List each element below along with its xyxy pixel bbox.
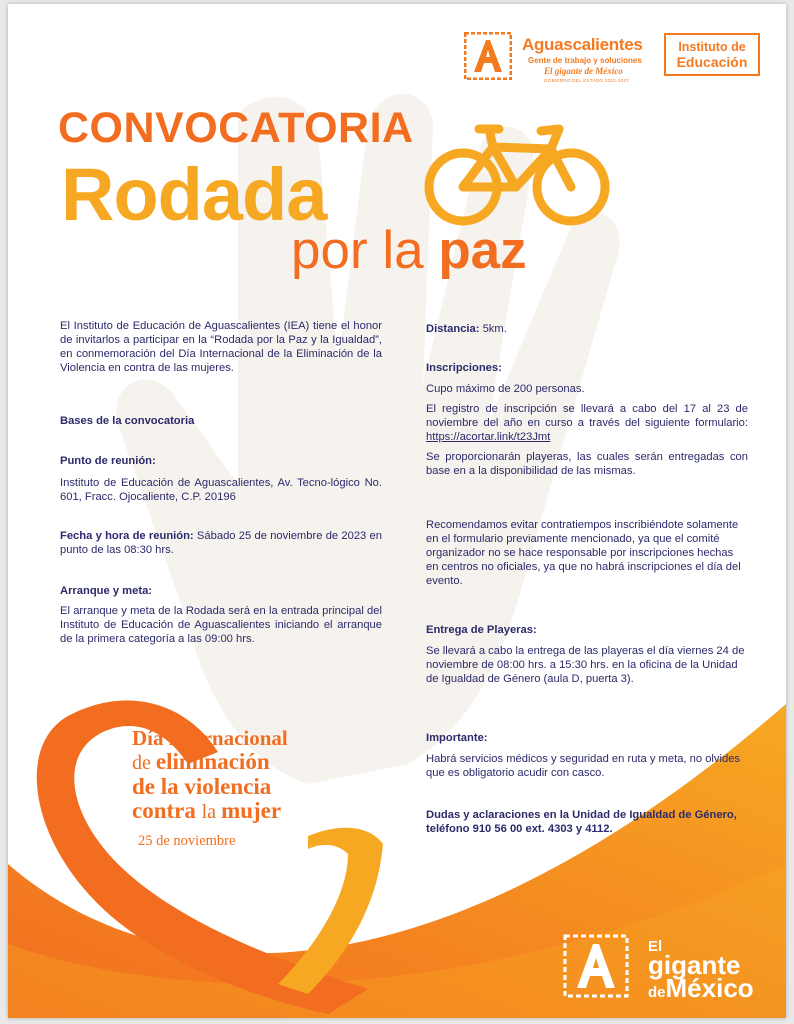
title-por-la-paz: [291, 220, 527, 281]
title-rodada: Rodada: [61, 153, 327, 236]
title-por-la: por la: [291, 221, 439, 280]
playeras-text: Se proporcionarán playeras, las cuales serán entregadas con base en a la disponibilidad de las mismas.: [426, 451, 748, 477]
ribbon-line4: [132, 799, 288, 824]
aguascalientes-logo-icon: [464, 32, 512, 80]
gigante-mexico: México: [665, 973, 754, 1003]
gigante-de: de: [648, 984, 666, 1001]
ribbon-line3: de la violencia: [132, 774, 272, 799]
ribbon-line4-c: mujer: [221, 798, 282, 823]
aguascalientes-tagline: Gente de trabajo y soluciones: [528, 56, 642, 65]
distancia-heading: Distancia:: [426, 323, 480, 335]
ribbon-line4-a: contra: [132, 798, 202, 823]
entrega-text: Se llevará a cabo la entrega de las playeras el día viernes 24 de noviembre de 08:00 hrs. a 15:30 hrs. en la oficina de la Unidad de Igualdad de Género (aula D, puerta 3).: [426, 645, 745, 685]
title-convocatoria: CONVOCATORIA: [58, 104, 414, 152]
bicycle-icon: [421, 119, 611, 229]
importante-heading: Importante:: [426, 732, 488, 744]
gigante-word: gigante: [648, 950, 741, 980]
registro-link[interactable]: https://acortar.link/t23Jmt: [426, 431, 551, 443]
fecha-heading: Fecha y hora de reunión:: [60, 530, 194, 542]
registro-text: El registro de inscripción se llevará a cabo del 17 al 23 de noviembre del año en curso a través del siguiente formulario:: [426, 403, 748, 429]
gigante-el: El: [648, 938, 663, 955]
aguascalientes-name: Aguascalientes: [522, 35, 643, 54]
ribbon-date: 25 de noviembre: [138, 833, 236, 849]
ribbon-line4-b: la: [201, 801, 222, 823]
importante-text: Habrá servicios médicos y seguridad en ruta y meta, no olvides que es obligatorio acudir con casco.: [426, 753, 741, 779]
fecha-block: [60, 529, 382, 557]
arranque-text: El arranque y meta de la Rodada será en la entrada principal del Instituto de Educación de Aguascalientes iniciando el arranque de la primera categoría a las 09:00 hrs.: [60, 605, 382, 645]
inscripciones-heading: Inscripciones:: [426, 362, 502, 374]
gigante-logo-icon: [563, 934, 629, 998]
bases-heading: Bases de la convocatoria: [60, 415, 195, 427]
punto-heading: Punto de reunión:: [60, 455, 156, 467]
gigante-wordmark: [648, 934, 754, 1005]
iea-line2: Educación: [676, 54, 748, 70]
cupo-text: Cupo máximo de 200 personas.: [426, 383, 585, 395]
ribbon-line2: [132, 750, 288, 775]
fecha-text: Sábado 25 de noviembre de 2023 en punto de las 08:30 hrs.: [60, 530, 382, 556]
entrega-heading: Entrega de Playeras:: [426, 624, 537, 636]
aguascalientes-slogan: El gigante de México: [544, 66, 623, 76]
aguascalientes-gov: GOBIERNO DEL ESTADO 2022-2027: [544, 78, 629, 83]
ribbon-title: [132, 726, 288, 824]
distancia-block: [426, 322, 748, 336]
iea-line1: Instituto de: [678, 40, 746, 54]
dudas-text: Dudas y aclaraciones en la Unidad de Igualdad de Género, teléfono 910 56 00 ext. 4303 y 4112.: [426, 809, 737, 835]
iea-logo: [664, 33, 760, 76]
distancia-text: 5km.: [479, 323, 507, 335]
arranque-heading: Arranque y meta:: [60, 585, 153, 597]
poster: [8, 4, 786, 1018]
punto-text: Instituto de Educación de Aguascalientes, Av. Tecno-lógico No. 601, Fracc. Ojocaliente, C.P. 20196: [60, 477, 382, 503]
gigante-mexico-line: [648, 973, 754, 1005]
registro-block: [426, 402, 748, 444]
ribbon-line2-prefix: de: [132, 752, 156, 774]
recomendamos-text: Recomendamos evitar contratiempos inscribiéndote solamente en el formulario previamente mencionado, ya que el comité organizador no se hace responsable por inscripciones hechas en centros no oficiales, ya que no habrá inscripciones el día del evento.: [426, 519, 741, 587]
ribbon-line1: Día internacional: [132, 726, 288, 750]
title-paz: paz: [438, 221, 527, 280]
intro-text: El Instituto de Educación de Aguascalientes (IEA) tiene el honor de invitarlos a participar en la “Rodada por la Paz y la Igualdad”, en conmemoración del Día Internacional de la Eliminación de la Violencia en contra de las mujeres.: [60, 320, 382, 374]
ribbon-line2-main: eliminación: [155, 749, 270, 774]
